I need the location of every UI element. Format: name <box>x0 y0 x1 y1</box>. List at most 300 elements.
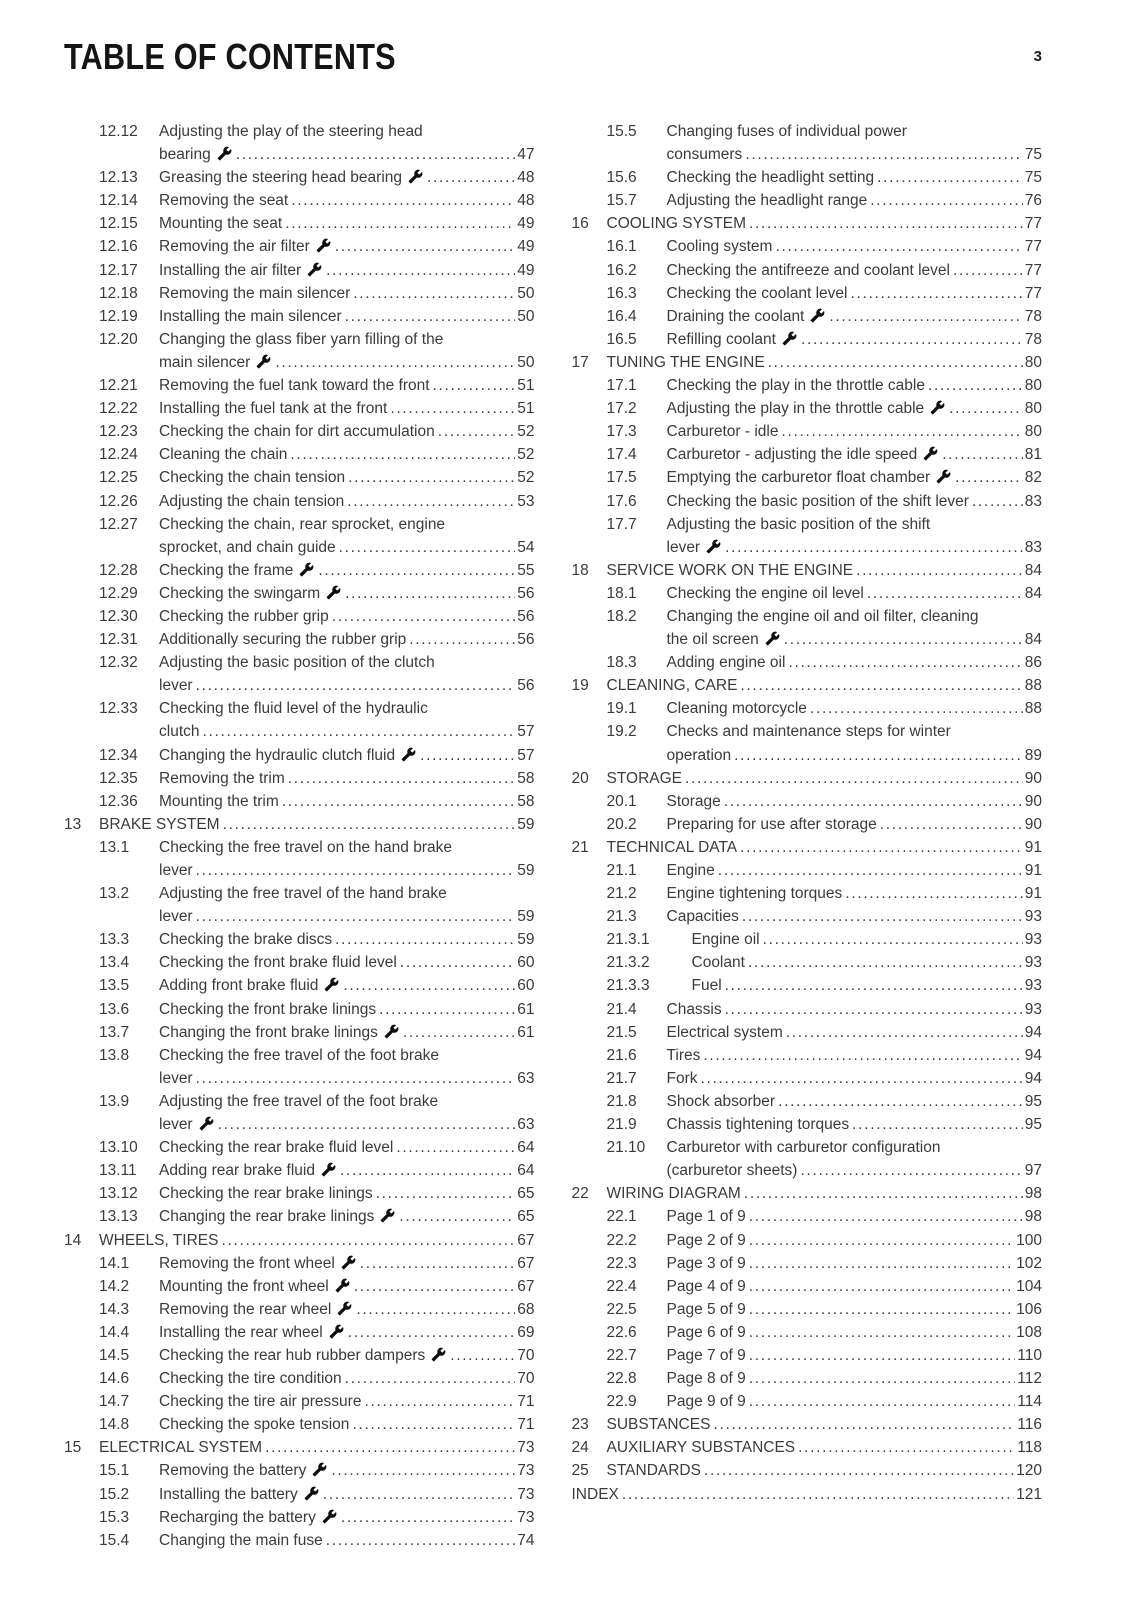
entry-page: 104 <box>1016 1277 1042 1295</box>
entry-title: COOLING SYSTEM <box>606 215 747 233</box>
entry-number: 22.2 <box>606 1231 637 1249</box>
dot-leader <box>749 1252 1014 1275</box>
toc-entry <box>64 166 535 189</box>
entry-last-line <box>159 1021 535 1044</box>
entry-body <box>667 235 1043 258</box>
entry-number: 22.7 <box>606 1346 637 1364</box>
toc-entry <box>64 951 535 974</box>
dot-leader <box>282 790 516 813</box>
entry-body <box>159 559 535 582</box>
entry-body <box>159 235 535 258</box>
dot-leader <box>768 351 1023 374</box>
toc-entry <box>572 1483 1043 1506</box>
entry-page: 77 <box>1024 215 1042 233</box>
dot-leader <box>203 720 516 743</box>
entry-body <box>667 882 1043 905</box>
entry-last-line <box>159 1506 535 1529</box>
wrench-icon <box>312 1462 327 1477</box>
dot-leader <box>782 420 1023 443</box>
wrench-icon <box>930 400 945 415</box>
entry-page: 53 <box>517 492 535 510</box>
toc-entry <box>572 1044 1043 1067</box>
entry-title: Changing the hydraulic clutch fluid <box>159 744 417 767</box>
entry-title: ELECTRICAL SYSTEM <box>99 1439 263 1457</box>
dot-leader <box>852 1113 1023 1136</box>
entry-page: 49 <box>517 215 535 233</box>
wrench-icon <box>304 1486 319 1501</box>
entry-page: 49 <box>517 238 535 256</box>
entry-page: 82 <box>1024 469 1042 487</box>
entry-number: 19.1 <box>606 700 637 718</box>
toc-entry <box>64 998 535 1021</box>
toc-entry <box>572 813 1043 836</box>
entry-last-line <box>667 813 1043 836</box>
dot-leader <box>749 1205 1023 1228</box>
entry-title: STANDARDS <box>606 1462 701 1480</box>
entry-page: 61 <box>517 1000 535 1018</box>
wrench-icon <box>299 562 314 577</box>
entry-page: 64 <box>517 1139 535 1157</box>
dot-leader <box>360 1252 515 1275</box>
entry-page: 57 <box>517 723 535 741</box>
entry-page: 73 <box>517 1462 535 1480</box>
toc-entry <box>64 559 535 582</box>
entry-last-line <box>159 744 535 767</box>
toc-entry <box>64 767 535 790</box>
entry-number: 21.3.1 <box>606 931 650 949</box>
entry-body <box>667 651 1043 674</box>
dot-leader <box>703 1044 1022 1067</box>
entry-last-line <box>667 905 1043 928</box>
toc-entry <box>572 1205 1043 1228</box>
entry-last-line <box>159 951 535 974</box>
toc-entry <box>572 212 1043 235</box>
toc-entry <box>572 859 1043 882</box>
dot-leader <box>196 1067 516 1090</box>
entry-last-line <box>607 1413 1043 1436</box>
wrench-icon <box>431 1347 446 1362</box>
entry-page: 73 <box>517 1439 535 1457</box>
dot-leader <box>218 1113 516 1136</box>
entry-title: WHEELS, TIRES <box>99 1231 219 1249</box>
entry-title: TECHNICAL DATA <box>606 838 738 856</box>
toc-entry <box>572 1021 1043 1044</box>
dot-leader <box>339 536 516 559</box>
entry-number: 14.2 <box>99 1277 130 1295</box>
page-title: TABLE OF CONTENTS <box>64 36 396 77</box>
entry-body <box>692 951 1043 974</box>
wrench-icon <box>706 539 721 554</box>
entry-page: 89 <box>1024 746 1042 764</box>
toc-entry <box>572 259 1043 282</box>
entry-title: Removing the fuel tank toward the front <box>159 377 430 395</box>
entry-page: 49 <box>517 261 535 279</box>
page-number: 3 <box>1033 48 1042 65</box>
toc-entry <box>572 397 1043 420</box>
entry-number: 15.7 <box>606 192 637 210</box>
toc-entry <box>64 1367 535 1390</box>
entry-body <box>667 120 1043 166</box>
toc-entry <box>64 1205 535 1228</box>
entry-body <box>667 905 1043 928</box>
dot-leader <box>724 790 1023 813</box>
entry-last-line <box>159 1529 535 1552</box>
entry-page: 58 <box>517 769 535 787</box>
wrench-icon <box>408 169 423 184</box>
entry-body <box>159 397 535 420</box>
entry-title: Changing the rear brake linings <box>159 1205 396 1228</box>
entry-page: 48 <box>517 192 535 210</box>
entry-body <box>159 305 535 328</box>
toc-entry <box>572 974 1043 997</box>
entry-page: 88 <box>1024 700 1042 718</box>
toc-entry <box>572 836 1043 859</box>
entry-title-line: Checks and maintenance steps for winter <box>666 723 951 741</box>
entry-body <box>99 1229 535 1252</box>
entry-number: 18.2 <box>606 607 637 625</box>
entry-page: 102 <box>1016 1254 1042 1272</box>
entry-title: Installing the air filter <box>159 259 323 282</box>
entry-number: 12.29 <box>99 584 138 602</box>
toc-entry <box>64 1275 535 1298</box>
entry-last-line <box>159 905 535 928</box>
entry-body <box>159 1459 535 1482</box>
entry-number: 19.2 <box>606 723 637 741</box>
entry-number: 12.24 <box>99 446 138 464</box>
entry-title: Checking the front brake fluid level <box>159 954 397 972</box>
entry-body <box>667 1367 1043 1390</box>
entry-page: 88 <box>1024 677 1042 695</box>
dot-leader <box>323 1483 516 1506</box>
entry-title: Tires <box>666 1046 701 1064</box>
entry-body <box>667 397 1043 420</box>
entry-number: 17.5 <box>606 469 637 487</box>
entry-title: WIRING DIAGRAM <box>606 1185 741 1203</box>
entry-number: 17.6 <box>606 492 637 510</box>
entry-title: Adjusting the headlight range <box>666 192 868 210</box>
entry-body <box>607 767 1043 790</box>
dot-leader <box>786 1021 1023 1044</box>
entry-number: 12.16 <box>99 238 138 256</box>
entry-number: 13 <box>64 815 82 833</box>
entry-body <box>159 120 535 166</box>
entry-title: TUNING THE ENGINE <box>606 353 765 371</box>
entry-number: 15.1 <box>99 1462 130 1480</box>
entry-body <box>667 305 1043 328</box>
entry-title: Checking the play in the throttle cable <box>666 377 925 395</box>
entry-number: 21.9 <box>606 1116 637 1134</box>
dot-leader <box>400 951 515 974</box>
toc-entry <box>572 1275 1043 1298</box>
entry-number: 25 <box>571 1462 589 1480</box>
dot-leader <box>291 189 515 212</box>
entry-title-line: Changing the engine oil and oil filter, cleaning <box>666 607 979 625</box>
entry-last-line <box>159 305 535 328</box>
entry-last-line <box>667 1275 1043 1298</box>
entry-title: Checking the brake discs <box>159 931 333 949</box>
dot-leader <box>877 166 1023 189</box>
entry-title: Engine tightening torques <box>666 885 843 903</box>
dot-leader <box>335 928 515 951</box>
entry-title: Removing the trim <box>159 769 285 787</box>
entry-number: 18.1 <box>606 584 637 602</box>
dot-leader <box>379 998 515 1021</box>
entry-page: 56 <box>517 631 535 649</box>
dot-leader <box>778 1090 1023 1113</box>
entry-body <box>667 1113 1043 1136</box>
entry-number: 22.5 <box>606 1300 637 1318</box>
dot-leader <box>928 374 1023 397</box>
entry-number: 12.31 <box>99 631 138 649</box>
dot-leader <box>318 559 515 582</box>
entry-number: 12.34 <box>99 746 138 764</box>
entry-title: Checking the headlight setting <box>666 169 875 187</box>
entry-number: 16.5 <box>606 330 637 348</box>
entry-page: 59 <box>517 815 535 833</box>
entry-last-line <box>159 1113 535 1136</box>
entry-number: 12.18 <box>99 284 138 302</box>
dot-leader <box>788 651 1022 674</box>
entry-page: 116 <box>1017 1416 1042 1434</box>
entry-body <box>667 582 1043 605</box>
dot-leader <box>340 1159 515 1182</box>
table-of-contents <box>0 120 1130 1552</box>
entry-page: 86 <box>1024 654 1042 672</box>
entry-body <box>159 1413 535 1436</box>
entry-last-line <box>667 420 1043 443</box>
entry-body <box>607 559 1043 582</box>
entry-body <box>667 1252 1043 1275</box>
entry-number: 13.10 <box>99 1139 138 1157</box>
wrench-icon <box>307 262 322 277</box>
entry-last-line <box>159 397 535 420</box>
entry-title: Checking the tire condition <box>159 1370 342 1388</box>
entry-title: Electrical system <box>666 1023 783 1041</box>
entry-last-line <box>667 466 1043 489</box>
dot-leader <box>347 490 515 513</box>
entry-title-line: Adjusting the free travel of the foot brake <box>159 1092 439 1110</box>
entry-last-line <box>159 974 535 997</box>
entry-body <box>159 490 535 513</box>
toc-entry <box>572 1298 1043 1321</box>
entry-number: 12.33 <box>99 700 138 718</box>
entry-last-line <box>667 1321 1043 1344</box>
wrench-icon <box>322 1509 337 1524</box>
toc-entry <box>572 790 1043 813</box>
dot-leader <box>335 235 515 258</box>
entry-page: 57 <box>517 746 535 764</box>
entry-body <box>667 466 1043 489</box>
entry-body <box>159 628 535 651</box>
entry-title: Adding rear brake fluid <box>159 1159 337 1182</box>
entry-page: 112 <box>1017 1370 1042 1388</box>
toc-entry <box>64 328 535 374</box>
entry-body <box>159 1344 535 1367</box>
dot-leader <box>236 143 516 166</box>
entry-page: 93 <box>1024 1000 1042 1018</box>
toc-entry <box>64 836 535 882</box>
entry-last-line <box>159 1298 535 1321</box>
entry-page: 47 <box>517 146 535 164</box>
entry-number: 17.2 <box>606 400 637 418</box>
toc-entry <box>64 1344 535 1367</box>
entry-last-line <box>667 1090 1043 1113</box>
entry-title: Mounting the trim <box>159 792 279 810</box>
toc-entry <box>572 120 1043 166</box>
entry-title: Checking the antifreeze and coolant level <box>666 261 950 279</box>
entry-body <box>159 1205 535 1228</box>
entry-last-line <box>159 628 535 651</box>
entry-title: Page 9 of 9 <box>666 1393 746 1411</box>
entry-title: INDEX <box>571 1485 619 1503</box>
dot-leader <box>438 420 516 443</box>
entry-last-line <box>667 143 1043 166</box>
entry-title: Page 7 of 9 <box>666 1346 746 1364</box>
entry-body <box>159 697 535 743</box>
entry-number: 13.6 <box>99 1000 130 1018</box>
entry-title: Checking the engine oil level <box>666 584 864 602</box>
entry-title: CLEANING, CARE <box>606 677 738 695</box>
entry-last-line <box>667 1344 1043 1367</box>
entry-title: Checking the swingarm <box>159 582 342 605</box>
entry-title-line: Changing fuses of individual power <box>666 123 907 140</box>
toc-entry <box>572 1090 1043 1113</box>
entry-number: 12.36 <box>99 792 138 810</box>
wrench-icon <box>256 354 271 369</box>
entry-title-line: Adjusting the free travel of the hand brake <box>159 885 447 903</box>
entry-title: Removing the seat <box>159 192 289 210</box>
entry-page: 59 <box>517 931 535 949</box>
entry-page: 50 <box>517 307 535 325</box>
entry-number: 12.12 <box>99 123 138 140</box>
dot-leader <box>850 282 1022 305</box>
entry-page: 108 <box>1016 1323 1042 1341</box>
entry-body <box>159 882 535 928</box>
toc-entry <box>64 582 535 605</box>
entry-title: Engine <box>666 862 715 879</box>
toc-entry <box>64 443 535 466</box>
entry-number: 14.6 <box>99 1370 130 1388</box>
entry-number: 12.32 <box>99 654 138 672</box>
dot-leader <box>265 1436 515 1459</box>
entry-number: 22.9 <box>606 1393 637 1411</box>
dot-leader <box>955 466 1023 489</box>
entry-page: 51 <box>517 377 535 395</box>
entry-last-line <box>667 259 1043 282</box>
entry-last-line <box>667 651 1043 674</box>
entry-page: 77 <box>1024 284 1042 302</box>
wrench-icon <box>782 331 797 346</box>
dot-leader <box>223 813 516 836</box>
entry-page: 93 <box>1024 931 1042 949</box>
entry-number: 16.1 <box>606 238 637 256</box>
dot-leader <box>942 443 1023 466</box>
entry-number: 21.6 <box>606 1046 637 1064</box>
entry-body <box>667 328 1043 351</box>
entry-last-line <box>667 189 1043 212</box>
entry-title: Checking the chain for dirt accumulation <box>159 423 435 441</box>
dot-leader <box>345 1367 516 1390</box>
entry-last-line <box>159 1136 535 1159</box>
dot-leader <box>810 697 1023 720</box>
entry-number: 22.6 <box>606 1323 637 1341</box>
entry-number: 12.27 <box>99 515 138 533</box>
toc-entry <box>572 282 1043 305</box>
entry-number: 17.4 <box>606 446 637 464</box>
entry-last-line <box>99 1436 535 1459</box>
toc-entry <box>572 351 1043 374</box>
entry-last-line <box>159 1205 535 1228</box>
entry-title: Removing the main silencer <box>159 284 351 302</box>
entry-title: Checking the chain tension <box>159 469 346 487</box>
entry-body <box>159 420 535 443</box>
entry-last-line <box>159 1067 535 1090</box>
entry-last-line <box>159 282 535 305</box>
entry-title: Recharging the battery <box>159 1506 338 1529</box>
dot-leader <box>409 628 515 651</box>
entry-body <box>667 166 1043 189</box>
entry-last-line <box>667 1298 1043 1321</box>
entry-body <box>607 351 1043 374</box>
entry-page: 59 <box>517 862 535 879</box>
toc-entry <box>572 235 1043 258</box>
dot-leader <box>718 859 1023 882</box>
entry-title: lever <box>159 908 193 926</box>
entry-page: 52 <box>517 446 535 464</box>
toc-entry <box>572 513 1043 559</box>
dot-leader <box>800 1159 1022 1182</box>
entry-number: 21.1 <box>606 862 637 879</box>
entry-title: (carburetor sheets) <box>666 1162 798 1180</box>
entry-title: Page 8 of 9 <box>666 1370 746 1388</box>
entry-last-line <box>159 490 535 513</box>
entry-last-line <box>667 790 1043 813</box>
entry-last-line <box>607 674 1043 697</box>
dot-leader <box>972 490 1023 513</box>
toc-entry <box>572 420 1043 443</box>
entry-body <box>607 1413 1043 1436</box>
toc-entry <box>64 1182 535 1205</box>
entry-body <box>159 1044 535 1090</box>
entry-number: 22.8 <box>606 1370 637 1388</box>
entry-number: 15.2 <box>99 1485 130 1503</box>
entry-number: 18.3 <box>606 654 637 672</box>
toc-entry <box>64 212 535 235</box>
dot-leader <box>749 212 1023 235</box>
entry-page: 118 <box>1017 1439 1042 1457</box>
entry-body <box>159 605 535 628</box>
toc-entry <box>572 882 1043 905</box>
entry-number: 21.3 <box>606 908 637 926</box>
entry-title: Mounting the front wheel <box>159 1275 351 1298</box>
entry-body <box>159 1506 535 1529</box>
entry-last-line <box>607 351 1043 374</box>
entry-last-line <box>667 443 1043 466</box>
toc-entry <box>572 559 1043 582</box>
entry-last-line <box>159 582 535 605</box>
entry-last-line <box>667 1252 1043 1275</box>
toc-entry <box>572 1229 1043 1252</box>
entry-number: 14.4 <box>99 1323 130 1341</box>
entry-title: Installing the main silencer <box>159 307 342 325</box>
entry-title: Changing the front brake linings <box>159 1021 400 1044</box>
entry-number: 13.5 <box>99 977 130 995</box>
dot-leader <box>749 1298 1014 1321</box>
toc-entry <box>572 1067 1043 1090</box>
entry-page: 63 <box>517 1069 535 1087</box>
entry-title: lever <box>159 862 193 879</box>
entry-page: 90 <box>1024 769 1042 787</box>
